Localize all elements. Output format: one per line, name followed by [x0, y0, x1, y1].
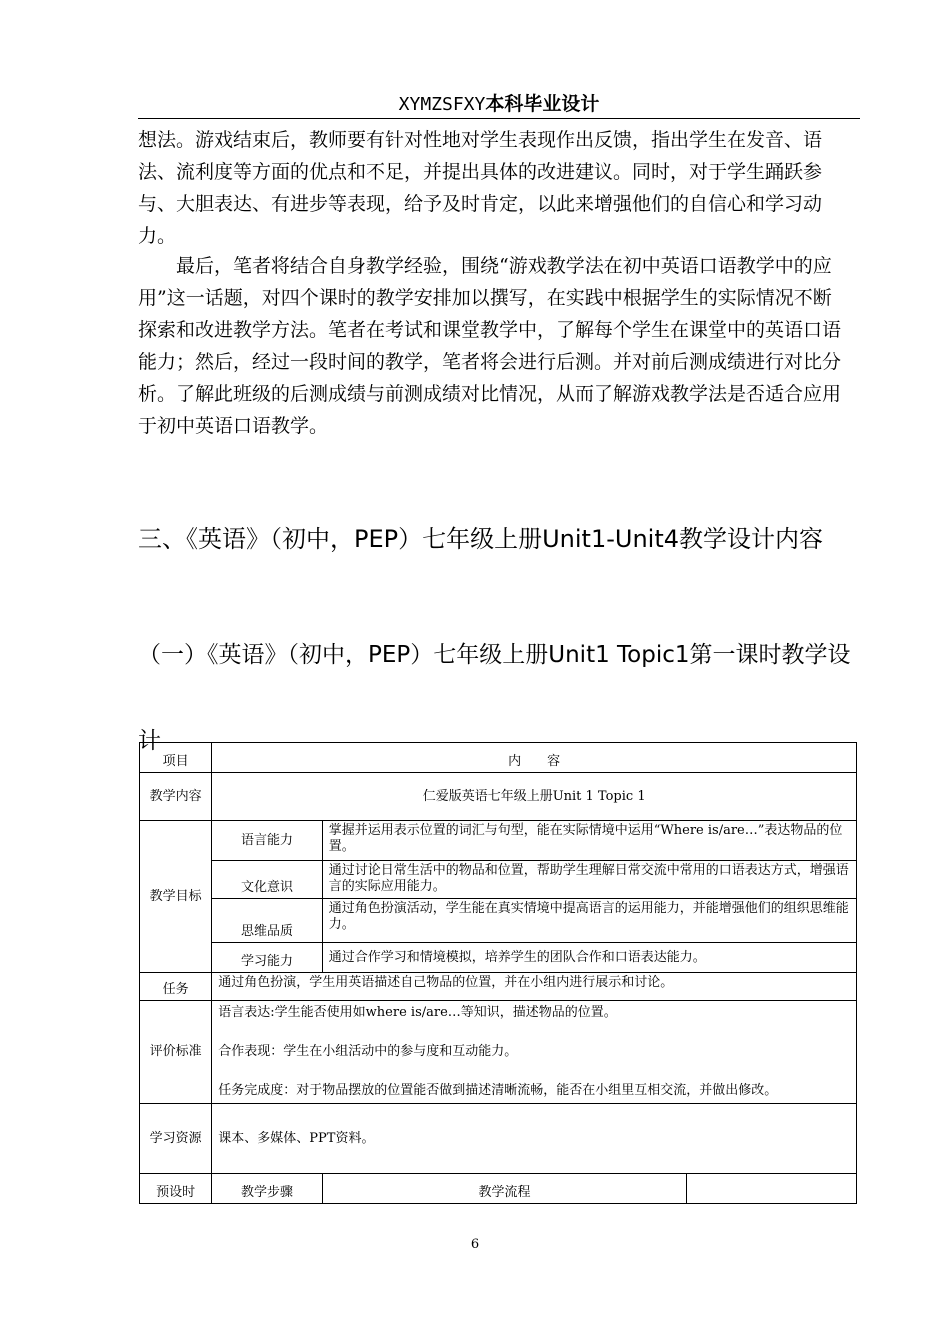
page-number: 6: [470, 1237, 480, 1252]
objective-text-language: 掌握并运用表示位置的词汇与句型，能在实际情境中运用“Where is/are…”表达物品的位置。: [322, 821, 856, 861]
criteria-completion: 任务完成度：对于物品摆放的位置能否做到描述清晰流畅，能否在小组里互相交流，并做出修改。: [218, 1083, 778, 1098]
body-paragraph-2: 最后，笔者将结合自身教学经验，围绕“游戏教学法在初中英语口语教学中的应用”这一话题，对四个课时的教学安排加以撰写，在实践中根据学生的实际情况不断探索和改进教学方法。笔者在考试和课堂教学中，了解每个学生在课堂中的英语口语能力；然后，经过一段时间的教学，笔者将会进行后测。并对前后测成绩进行对比分析。了解此班级的后测成绩与前测成绩对比情况，从而了解游戏教学法是否适合应用于初中英语口语教学。: [138, 255, 842, 437]
extra-cell: [687, 1174, 857, 1204]
task-value: 通过角色扮演，学生用英语描述自己物品的位置，并在小组内进行展示和讨论。: [212, 973, 857, 1001]
objective-name-culture: 文化意识: [212, 861, 322, 899]
resources-label: 学习资源: [140, 1104, 212, 1174]
objective-text-thinking: 通过角色扮演活动，学生能在真实情境中提高语言的运用能力，并能增强他们的组织思维能力。: [322, 899, 856, 943]
objective-name-learning: 学习能力: [212, 943, 322, 973]
criteria-list: [212, 1001, 857, 1104]
objective-name-thinking: 思维品质: [212, 899, 322, 943]
lesson-plan-table: [139, 742, 857, 1204]
objective-text-culture: 通过讨论日常生活中的物品和位置，帮助学生理解日常交流中常用的口语表达方式，增强语言的实际应用能力。: [322, 861, 856, 899]
criteria-language: 语言表达:学生能否使用如where is/are…等知识，描述物品的位置。: [218, 1005, 617, 1020]
criteria-label: 评价标准: [140, 1001, 212, 1104]
criteria-cooperation: 合作表现：学生在小组活动中的参与度和互动能力。: [218, 1044, 518, 1059]
objective-name-language: 语言能力: [212, 821, 322, 861]
time-cell: 预设时: [140, 1174, 212, 1204]
objective-text-learning: 通过合作学习和情境模拟，培养学生的团队合作和口语表达能力。: [322, 943, 856, 973]
header-school-code: XYMZSFXY: [398, 94, 486, 115]
body-paragraph-1: 想法。游戏结束后，教师要有针对性地对学生表现作出反馈，指出学生在发音、语法、流利度等方面的优点和不足，并提出具体的改进建议。同时，对于学生踊跃参与、大胆表达、有进步等表现，给予及时肯定，以此来增强他们的自信心和学习动力。: [138, 129, 823, 247]
steps-cell: 教学步骤: [212, 1174, 322, 1204]
subsection-heading: （一）《英语》（初中，PEP）七年级上册Unit1 Topic1第一课时教学设计: [138, 642, 851, 754]
header-content-cell: 内 容: [212, 743, 857, 773]
header-title: 本科毕业设计: [485, 93, 600, 115]
teaching-content-label: 教学内容: [140, 773, 212, 821]
resources-value: 课本、多媒体、PPT资料。: [212, 1104, 857, 1174]
flow-cell: 教学流程: [322, 1174, 687, 1204]
task-label: 任务: [140, 973, 212, 1001]
objectives-label: 教学目标: [140, 821, 212, 973]
header-item-cell: 项目: [140, 743, 212, 773]
page-header: [138, 90, 860, 119]
section-heading: 三、《英语》（初中，PEP）七年级上册Unit1-Unit4教学设计内容: [138, 525, 824, 553]
teaching-content-value: 仁爱版英语七年级上册Unit 1 Topic 1: [212, 773, 857, 821]
